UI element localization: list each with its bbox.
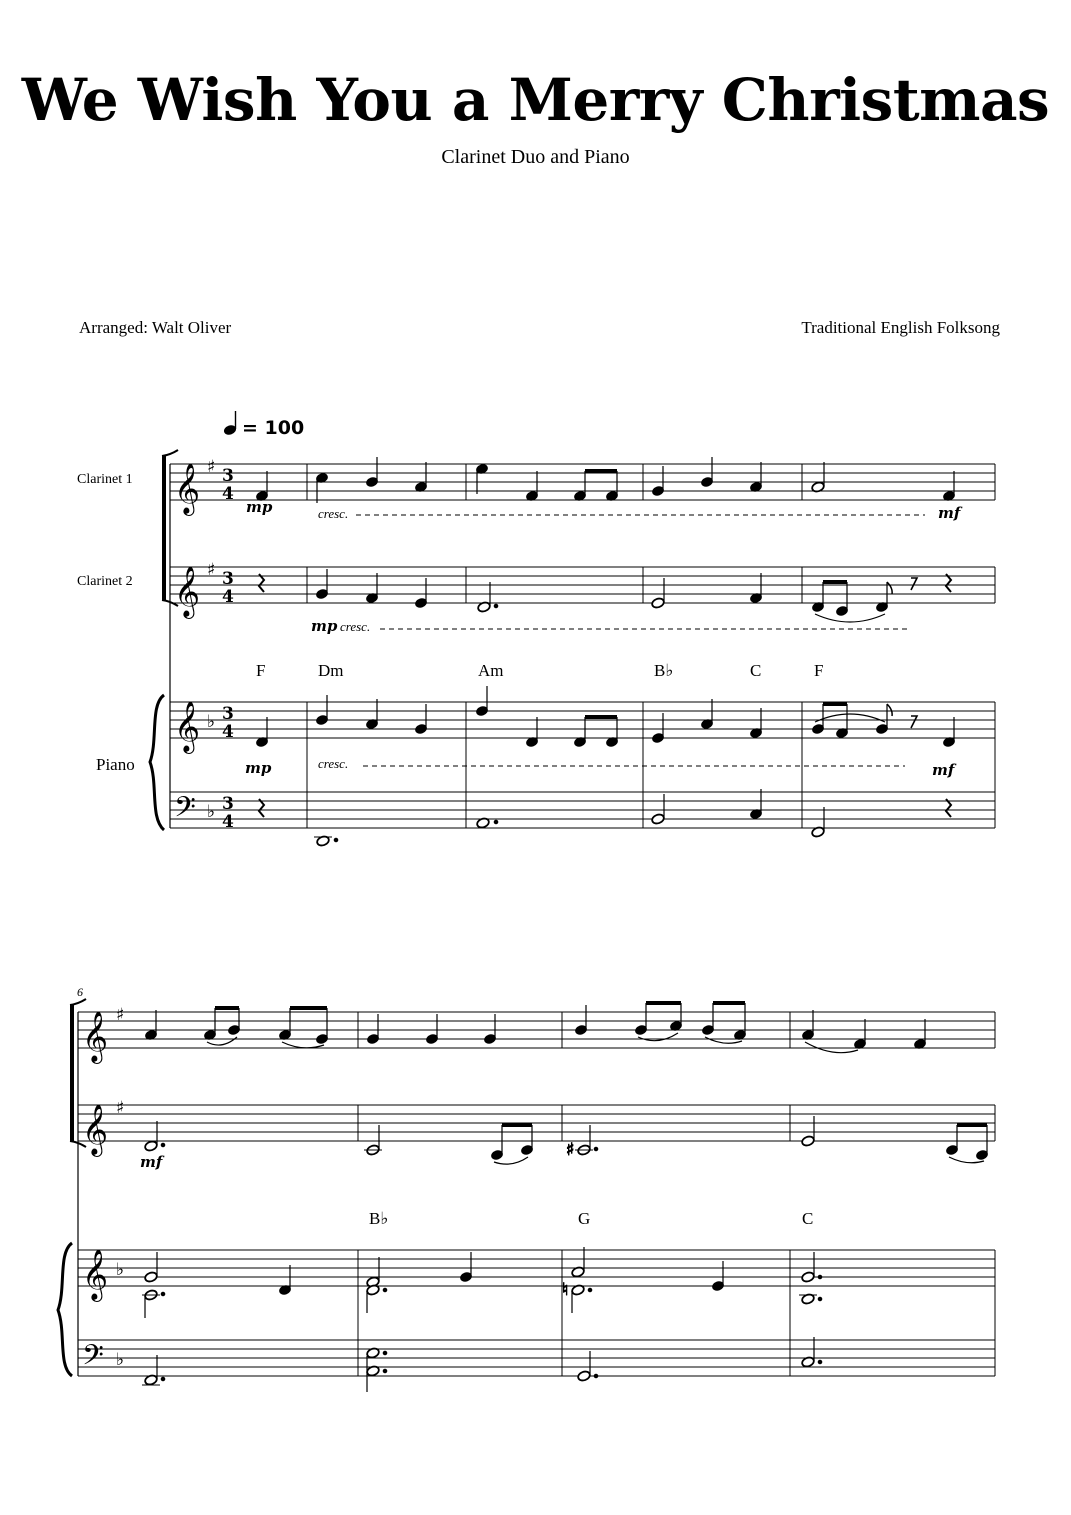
dynamic-mf: mf [938,504,961,522]
arranger-credit: Arranged: Walt Oliver [79,318,232,337]
page-subtitle: Clarinet Duo and Piano [441,146,630,168]
svg-text:3: 3 [222,569,234,589]
staff-lines-system-2 [78,1012,995,1376]
system-2 [58,985,995,1392]
sharp-icon: ♯ [207,560,216,580]
cresc-marking: cresc. [318,756,349,771]
svg-text:4: 4 [222,722,234,742]
tempo-value: = 100 [242,417,305,439]
svg-text:4: 4 [222,812,234,832]
time-signature [222,466,234,832]
tempo-marking [223,411,305,439]
svg-text:F: F [256,661,266,680]
barlines-system-2 [358,1012,995,1376]
dynamic-mp: mp [245,759,272,777]
svg-text:3: 3 [222,704,234,724]
clarinet-2-notes [259,569,951,622]
flat-icon: ♭ [116,1350,125,1370]
chord-symbols-system-1 [256,661,823,680]
label-clarinet-1: Clarinet 1 [77,472,133,487]
dynamic-mp: mp [311,617,338,635]
svg-text:Am: Am [478,661,504,680]
page-title: We Wish You a Merry Christmas [21,66,1050,134]
svg-text:C: C [750,661,762,680]
flat-icon: ♭ [207,712,216,732]
sharp-icon: ♯ [116,1098,125,1118]
sharp-icon: ♯ [207,457,216,477]
dynamic-mp: mp [246,498,273,516]
flat-icon: ♭ [207,802,216,822]
svg-text:C: C [802,1209,814,1228]
dynamic-mf: mf [932,761,955,779]
svg-text:Dm: Dm [318,661,344,680]
svg-text:3: 3 [222,794,234,814]
treble-clef-icon: 𝄞 [174,463,201,514]
svg-text:4: 4 [222,587,234,607]
dynamic-mf: mf [140,1153,163,1171]
clarinet-1-notes-system-2 [144,1001,926,1053]
bass-clef-icon: 𝄢 [174,791,196,831]
piano-treble-notes-system-2 [142,1247,822,1318]
piano-bass-notes-system-2 [142,1337,822,1392]
treble-clef-icon: 𝄞 [174,701,201,752]
piano-bass-notes [259,789,951,847]
treble-clef-icon: 𝄞 [174,566,201,617]
svg-text:4: 4 [222,484,234,504]
flat-icon: ♭ [116,1260,125,1280]
staff-lines-system-1 [170,464,995,828]
system-1 [77,450,995,847]
chord-symbols-system-2 [369,1209,813,1228]
svg-text:G: G [578,1209,591,1228]
svg-text:F: F [814,661,824,680]
cresc-marking: cresc. [318,506,349,521]
piano-brace [58,1243,72,1376]
natural-icon: ♮ [562,1280,569,1300]
svg-text:B♭: B♭ [369,1209,389,1228]
svg-text:3: 3 [222,466,234,486]
cresc-marking: cresc. [340,619,371,634]
piano-brace [150,695,164,830]
sharp-icon: ♯ [116,1005,125,1025]
barlines-system-1 [307,464,995,828]
label-clarinet-2: Clarinet 2 [77,574,133,589]
measure-number: 6 [77,985,83,999]
treble-clef-icon: 𝄞 [82,1104,109,1155]
composer-credit: Traditional English Folksong [801,318,1000,337]
label-piano: Piano [96,755,135,774]
sharp-icon: ♯ [566,1140,575,1160]
bass-clef-icon: 𝄢 [82,1339,104,1379]
svg-text:B♭: B♭ [654,661,674,680]
treble-clef-icon: 𝄞 [82,1249,109,1300]
treble-clef-icon: 𝄞 [82,1011,109,1062]
